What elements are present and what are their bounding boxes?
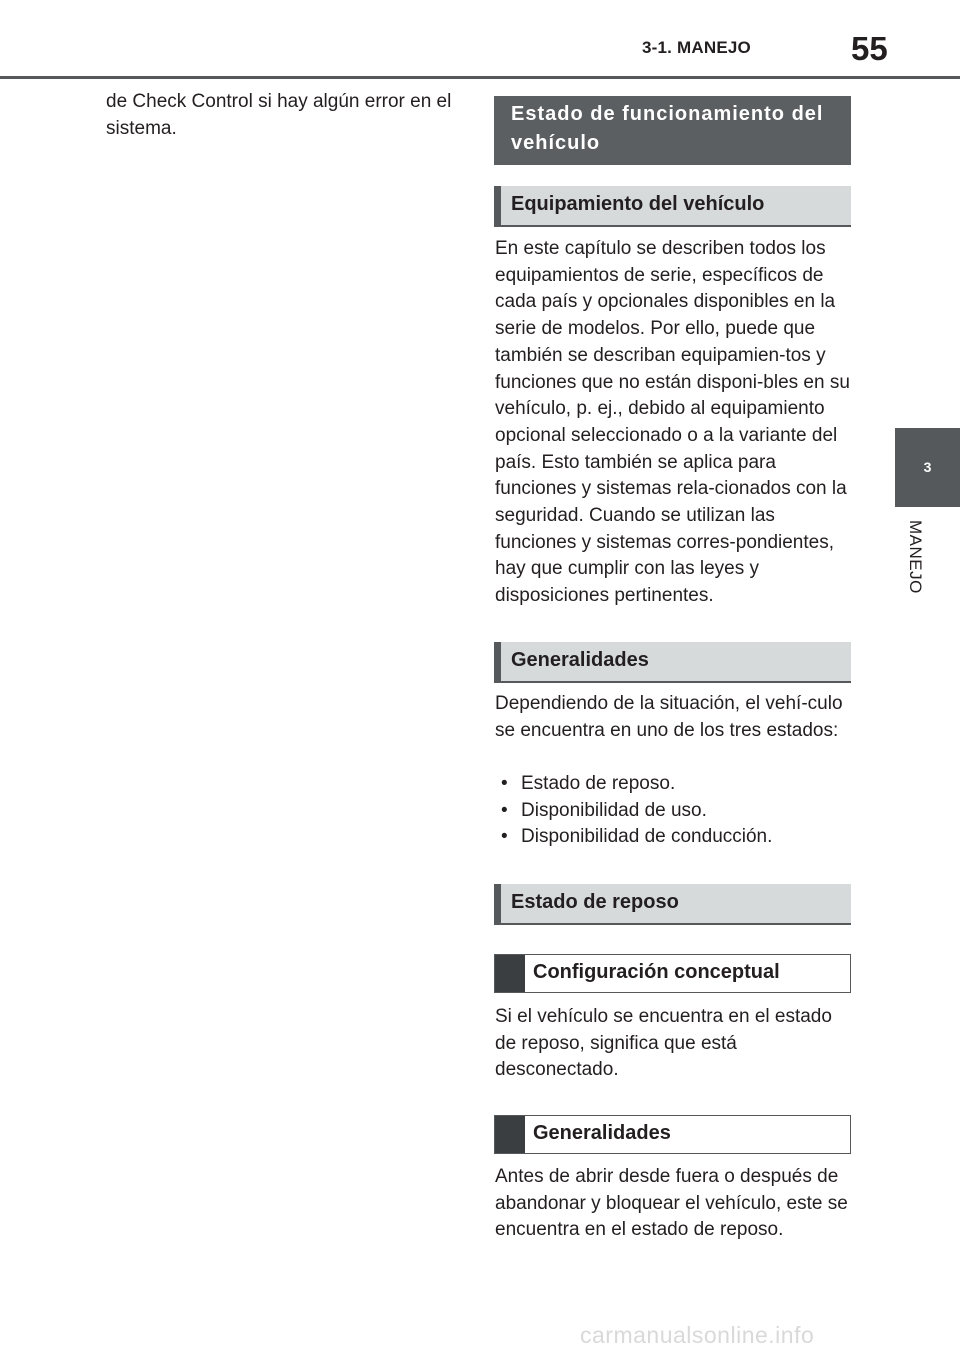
subheading-marker: [495, 955, 525, 992]
section-generalidades-text: Dependiendo de la situación, el vehí-culo se encuentra en uno de los tres estados:: [495, 693, 843, 741]
chapter-tab-number: 3: [895, 428, 960, 507]
watermark: carmanualsonline.info: [580, 1322, 815, 1348]
subheading-generalidades: [494, 1115, 851, 1154]
section-heading-equipamiento: Equipamiento del vehículo: [494, 186, 851, 227]
chapter-title: Estado de funcionamiento del vehículo: [494, 96, 851, 165]
section-heading-estado-de-reposo: Estado de reposo: [494, 884, 851, 925]
running-header-section: 3-1. MANEJO: [642, 38, 751, 57]
generalidades-reposo-text: Antes de abrir desde fuera o después de abandonar y bloquear el vehículo, este se encuentra en el estado de reposo.: [495, 1166, 848, 1241]
configuracion-conceptual-text: Si el vehículo se encuentra en el estado de reposo, significa que está desconectado.: [495, 1006, 832, 1081]
page-number: 55: [851, 30, 888, 67]
list-item: • Disponibilidad de uso.: [495, 798, 853, 825]
left-column-text: de Check Control si hay algún error en el sistema.: [106, 91, 452, 139]
subheading-label: Generalidades: [533, 1122, 671, 1144]
subheading-label: Configuración conceptual: [533, 961, 780, 983]
states-list: [495, 771, 853, 851]
list-item: • Disponibilidad de conducción.: [495, 824, 853, 851]
chapter-tab-label: MANEJO: [906, 520, 925, 594]
header-rule: [0, 76, 960, 79]
subheading-configuracion-conceptual: [494, 954, 851, 993]
list-item: • Estado de reposo.: [495, 771, 853, 798]
section-equipamiento-text: En este capítulo se describen todos los equipamientos de serie, específicos de cada país y opcionales disponibles en la serie de modelos. Por ello, puede que también se describan equipamien-tos y funciones que no están disponi-bles en su vehículo, p. ej., debido al equipamiento opcional seleccionado o a la variante del país. Esto también se aplica para funciones y sistemas rela-cionados con la seguridad. Cuando se utilizan las funciones y sistemas corres-pondientes, hay que cumplir con las leyes y disposiciones pertinentes.: [495, 238, 850, 607]
section-heading-generalidades: Generalidades: [494, 642, 851, 683]
subheading-marker: [495, 1116, 525, 1153]
